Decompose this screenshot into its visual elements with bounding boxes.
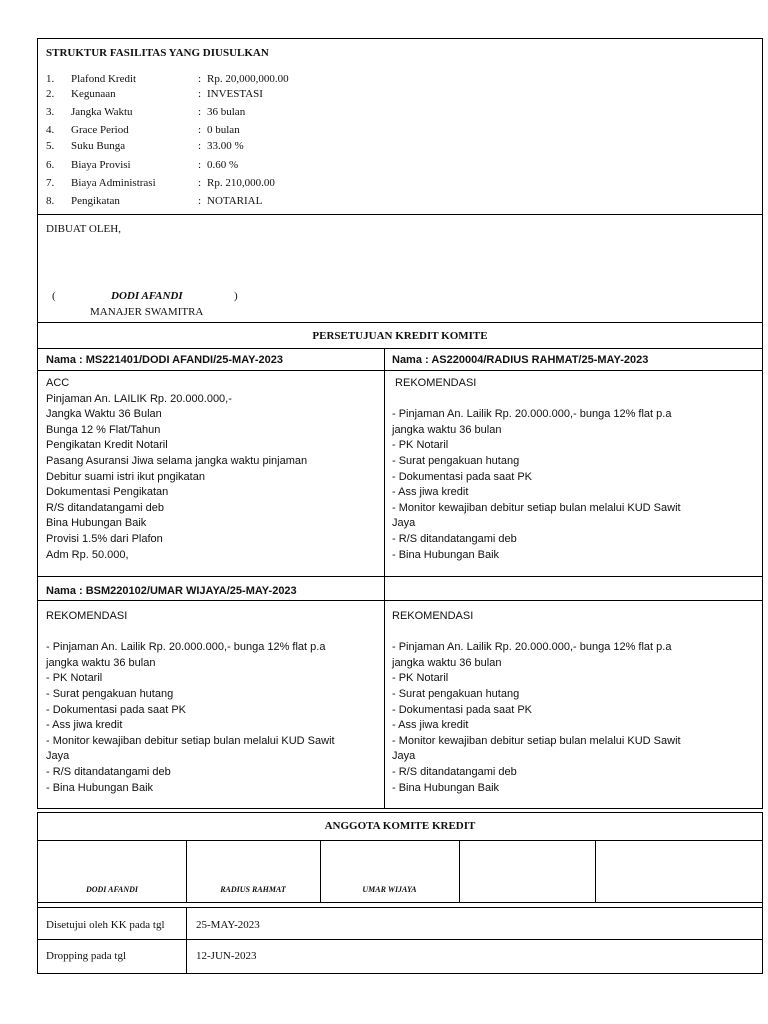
divider [38,576,762,577]
row-value: NOTARIAL [207,195,263,207]
row-value: 36 bulan [207,106,246,118]
persetujuan-title: PERSETUJUAN KREDIT KOMITE [312,330,488,342]
note-line: - R/S ditandatangami deb [392,532,517,545]
note-line: - Bina Hubungan Baik [392,548,500,561]
note-line: Pinjaman An. LAILIK Rp. 20.000.000,- [46,392,232,405]
row-number: 1. [46,73,55,85]
note-line: - Dokumentasi pada saat PK [392,470,533,483]
row-label: Plafond Kredit [71,73,137,85]
note-line: jangka waktu 36 bulan [392,423,502,436]
persetujuan-komite-section [37,322,763,809]
committee-member-header: Nama : MS221401/DODI AFANDI/25-MAY-2023 [46,354,284,366]
note-line: - Ass jiwa kredit [46,719,123,732]
signature-paren-open: ( [52,290,56,302]
disetujui-value: 25-MAY-2023 [196,919,260,931]
row-number: 6. [46,159,55,171]
row-value: Rp. 210,000.00 [207,177,275,189]
column-divider [459,840,460,902]
note-line: - Dokumentasi pada saat PK [392,703,533,716]
disetujui-label: Disetujui oleh KK pada tgl [46,919,165,931]
signature-paren-close: ) [234,290,238,302]
member-signature-name: UMAR WIJAYA [362,885,417,894]
row-number: 2. [46,88,55,100]
member-signature-name: DODI AFANDI [85,885,139,894]
dropping-label: Dropping pada tgl [46,950,127,962]
row-number: 4. [46,124,55,136]
committee-member-header: Nama : BSM220102/UMAR WIJAYA/25-MAY-2023 [46,585,297,597]
row-label: Grace Period [71,124,129,136]
note-line: Provisi 1.5% dari Plafon [46,532,163,545]
note-line: Debitur suami istri ikut pngikatan [46,470,205,483]
note-line: jangka waktu 36 bulan [392,656,502,669]
row-value: 33.00 % [207,140,244,152]
anggota-komite-section [37,812,763,974]
note-line: - Ass jiwa kredit [392,719,469,732]
committee-note [46,609,376,796]
note-line: Bunga 12 % Flat/Tahun [46,423,161,436]
note-line: R/S ditandatangami deb [46,501,165,514]
note-line: - R/S ditandatangami deb [392,765,517,778]
member-signature-name: RADIUS RAHMAT [220,885,286,894]
row-number: 8. [46,195,55,207]
committee-note [392,609,757,796]
row-value: 0.60 % [207,159,239,171]
note-line: Pengikatan Kredit Notaril [46,439,168,452]
note-line: ACC [46,377,70,389]
note-line: - Surat pengakuan hutang [46,687,174,700]
row-label: Pengikatan [71,195,120,207]
note-line [392,392,757,408]
note-line: - PK Notaril [46,672,103,685]
note-line: - Pinjaman An. Lailik Rp. 20.000.000,- bunga 12% flat p.a [392,408,672,421]
note-line: REKOMENDASI [392,377,477,389]
note-line: - Monitor kewajiban debitur setiap bulan melalui KUD Sawit [392,501,681,514]
row-number: 7. [46,177,55,189]
row-colon: : [198,140,202,152]
note-line: - Ass jiwa kredit [392,486,469,499]
note-line: REKOMENDASI [392,610,474,622]
note-line: Pasang Asuransi Jiwa selama jangka waktu pinjaman [46,454,308,467]
divider [38,939,762,940]
row-value: 0 bulan [207,124,240,136]
note-line: Jaya [46,750,70,763]
note-line: - PK Notaril [392,439,449,452]
note-line: jangka waktu 36 bulan [46,656,156,669]
note-line: Jaya [392,750,416,763]
row-colon: : [198,177,202,189]
row-label: Kegunaan [71,88,116,100]
note-line: - Dokumentasi pada saat PK [46,703,187,716]
note-line: Dokumentasi Pengikatan [46,486,169,499]
committee-member-header: Nama : AS220004/RADIUS RAHMAT/25-MAY-2023 [392,354,649,366]
note-line: Jaya [392,517,416,530]
row-value: Rp. 20,000,000.00 [207,73,289,85]
anggota-title: ANGGOTA KOMITE KREDIT [324,820,476,832]
column-divider [595,840,596,902]
row-colon: : [198,159,202,171]
row-colon: : [198,195,202,207]
dropping-value: 12-JUN-2023 [196,950,257,962]
row-value: INVESTASI [207,88,263,100]
note-line [392,625,757,641]
row-number: 5. [46,140,55,152]
divider [38,600,762,601]
signatory-role: MANAJER SWAMITRA [90,306,204,318]
dibuat-oleh-section [37,214,763,323]
row-label: Jangka Waktu [71,106,133,118]
note-line: - PK Notaril [392,672,449,685]
note-line: - Monitor kewajiban debitur setiap bulan melalui KUD Sawit [46,734,335,747]
divider [38,370,762,371]
note-line: - Monitor kewajiban debitur setiap bulan melalui KUD Sawit [392,734,681,747]
note-line: - R/S ditandatangami deb [46,765,171,778]
row-label: Biaya Administrasi [71,177,156,189]
dibuat-label: DIBUAT OLEH, [46,223,121,235]
note-line: REKOMENDASI [46,610,128,622]
row-colon: : [198,73,202,85]
divider [38,907,762,908]
note-line: Bina Hubungan Baik [46,517,147,530]
divider [38,348,762,349]
note-line: - Pinjaman An. Lailik Rp. 20.000.000,- bunga 12% flat p.a [392,641,672,654]
note-line: Jangka Waktu 36 Bulan [46,408,162,421]
note-line: - Pinjaman An. Lailik Rp. 20.000.000,- bunga 12% flat p.a [46,641,326,654]
divider [38,840,762,841]
struktur-title: STRUKTUR FASILITAS YANG DIUSULKAN [46,47,269,59]
signatory-name: DODI AFANDI [111,290,183,302]
row-colon: : [198,88,202,100]
note-line [46,625,376,641]
struktur-fasilitas-section [37,38,763,215]
divider [38,902,762,903]
row-label: Biaya Provisi [71,159,131,171]
row-label: Suku Bunga [71,140,126,152]
note-line: - Bina Hubungan Baik [392,781,500,794]
row-colon: : [198,124,202,136]
committee-note [392,376,757,563]
row-number: 3. [46,106,55,118]
note-line: - Bina Hubungan Baik [46,781,154,794]
note-line: - Surat pengakuan hutang [392,687,520,700]
row-colon: : [198,106,202,118]
committee-note [46,376,376,563]
column-divider [384,348,385,809]
column-divider [186,907,187,974]
note-line: Adm Rp. 50.000, [46,548,129,561]
note-line: - Surat pengakuan hutang [392,454,520,467]
